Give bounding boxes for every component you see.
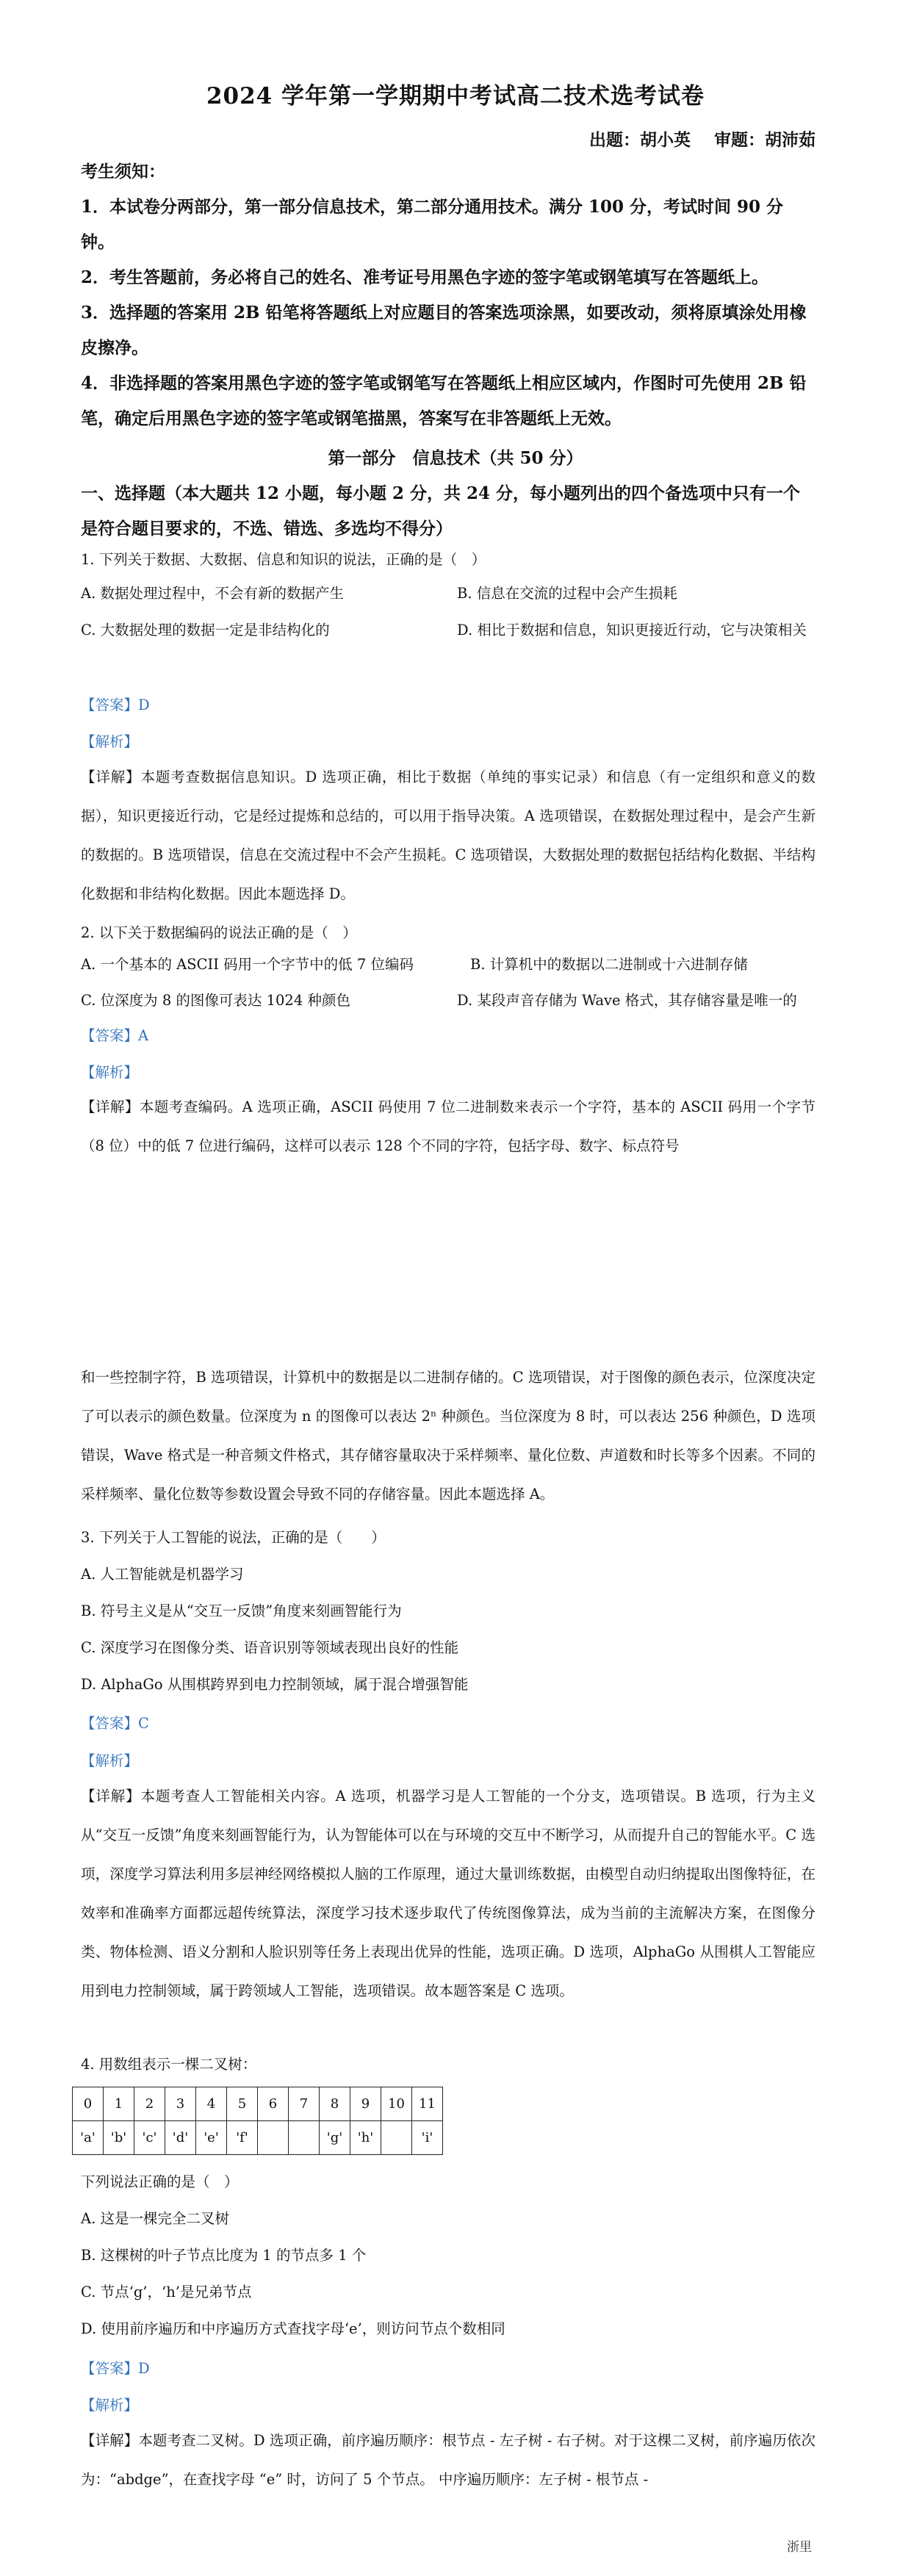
binary-tree-array-table — [72, 2087, 443, 2155]
q1-answer-value: D — [138, 697, 150, 713]
part1-heading: 第一部分 信息技术（共 50 分） — [328, 448, 583, 468]
q2-option-b: B. 计算机中的数据以二进制或十六进制存储 — [470, 956, 748, 973]
q1-analysis-label: 【解析】 — [81, 733, 139, 750]
array-index-cell: 0 — [73, 2087, 104, 2121]
answer-label: 【答案】 — [81, 697, 139, 713]
q4-answer — [81, 2357, 815, 2378]
q4-analysis-label: 【解析】 — [81, 2397, 139, 2414]
notice-heading: 考生须知： — [81, 162, 165, 181]
array-index-cell: 5 — [227, 2087, 258, 2121]
q1-option-a: A. 数据处理过程中，不会有新的数据产生 — [81, 585, 344, 602]
q2-answer-value: A — [138, 1027, 149, 1044]
array-value-row — [73, 2121, 443, 2155]
q2-detail-b: 和一些控制字符，B 选项错误，计算机中的数据是以二进制存储的。C 选项错误，对于图像的颜色表示，位深度决定了可以表示的颜色数量。位深度为 n 的图像可以表达 2ⁿ 种颜色。当位深度为 8 时，可以表达 256 种颜色，D 选项错误，Wave 格式是一种音频文件格式，其存储容量取决于采样频率、量化位数、声道数和时长等多个因素。不同的采样频率、量化位数等参数设置会导致不同的存储容量。因此本题选择 A。 — [81, 1369, 815, 1503]
notice-rule-1: 1．本试卷分两部分，第一部分信息技术，第二部分通用技术。满分 100 分，考试时间 90 分钟。 — [81, 197, 784, 252]
q3-stem: 3. 下列关于人工智能的说法，正确的是（ ） — [81, 1529, 386, 1546]
array-index-cell: 8 — [320, 2087, 350, 2121]
page-footer: 浙里 — [787, 2540, 812, 2555]
q1-stem: 1. 下列关于数据、大数据、信息和知识的说法，正确的是（ ） — [81, 551, 486, 568]
q1-option-d: D. 相比于数据和信息，知识更接近行动，它与决策相关 — [457, 622, 807, 638]
q1-answer — [81, 694, 815, 714]
q2-detail-a: 【详解】本题考查编码。A 选项正确，ASCII 码使用 7 位二进制数来表示一个字符，基本的 ASCII 码用一个字节（8 位）中的低 7 位进行编码，这样可以表示 128 个不同的字符，包括字母、数字、标点符号 — [81, 1098, 815, 1154]
q4-option-b: B. 这棵树的叶子节点比度为 1 的节点多 1 个 — [81, 2247, 367, 2264]
q3-option-d: D. AlphaGo 从围棋跨界到电力控制领域，属于混合增强智能 — [81, 1676, 469, 1693]
notice-rule-2: 2．考生答题前，务必将自己的姓名、准考证号用黑色字迹的签字笔或钢笔填写在答题纸上。 — [81, 267, 769, 287]
array-value-cell: 'f' — [227, 2121, 258, 2155]
exam-title: 2024 学年第一学期期中考试高二技术选考试卷 — [206, 83, 705, 109]
array-value-cell — [381, 2121, 412, 2155]
q2-option-c: C. 位深度为 8 的图像可表达 1024 种颜色 — [81, 992, 350, 1009]
q2-option-d: D. 某段声音存储为 Wave 格式，其存储容量是唯一的 — [457, 992, 797, 1009]
q2-answer — [81, 1024, 815, 1045]
array-value-cell — [258, 2121, 289, 2155]
q1-options-row2 — [81, 619, 815, 639]
array-index-cell: 1 — [104, 2087, 134, 2121]
array-value-cell: 'i' — [412, 2121, 443, 2155]
array-value-cell: 'b' — [104, 2121, 134, 2155]
q3-analysis-label: 【解析】 — [81, 1752, 139, 1769]
array-value-cell: 'g' — [320, 2121, 350, 2155]
q3-answer — [81, 1712, 815, 1733]
array-index-cell: 9 — [350, 2087, 381, 2121]
notice-rule-3: 3．选择题的答案用 2B 铅笔将答题纸上对应题目的答案选项涂黑，如要改动，须将原填涂处用橡皮擦净。 — [81, 303, 807, 358]
q2-stem: 2. 以下关于数据编码的说法正确的是（ ） — [81, 924, 357, 941]
array-index-cell: 7 — [289, 2087, 320, 2121]
q3-option-c: C. 深度学习在图像分类、语音识别等领域表现出良好的性能 — [81, 1639, 459, 1656]
q1-options-row1 — [81, 582, 815, 602]
q3-option-b: B. 符号主义是从“交互一反馈”角度来刻画智能行为 — [81, 1602, 402, 1619]
q1-detail: 【详解】本题考查数据信息知识。D 选项正确，相比于数据（单纯的事实记录）和信息（有一定组织和意义的数据），知识更接近行动，它是经过提炼和总结的，可以用于指导决策。A 选项错误，在数据处理过程中，是会产生新的数据的。B 选项错误，信息在交流过程中不会产生损耗。C 选项错误，大数据处理的数据包括结构化数据、半结构化数据和非结构化数据。因此本题选择 D。 — [81, 769, 815, 902]
array-index-cell: 2 — [134, 2087, 165, 2121]
answer-label: 【答案】 — [81, 1715, 139, 1732]
array-value-cell: 'd' — [165, 2121, 196, 2155]
q1-option-c: C. 大数据处理的数据一定是非结构化的 — [81, 622, 330, 638]
q2-options-row1 — [81, 953, 815, 974]
q4-answer-value: D — [138, 2360, 150, 2377]
q3-detail: 【详解】本题考查人工智能相关内容。A 选项，机器学习是人工智能的一个分支，选项错误。B 选项，行为主义从“交互一反馈”角度来刻画智能行为，认为智能体可以在与环境的交互中不断学习，从而提升自己的智能水平。C 选项，深度学习算法利用多层神经网络模拟人脑的工作原理，通过大量训练数据，由模型自动归纳提取出图像特征，在效率和准确率方面都远超传统算法，深度学习技术逐步取代了传统图像算法，成为当前的主流解决方案，在图像分类、物体检测、语义分割和人脸识别等任务上表现出优异的性能，选项正确。D 选项，AlphaGo 从围棋人工智能应用到电力控制领域，属于跨领域人工智能，选项错误。故本题答案是 C 选项。 — [81, 1788, 815, 1999]
array-index-cell: 6 — [258, 2087, 289, 2121]
array-value-cell — [289, 2121, 320, 2155]
array-value-cell: 'h' — [350, 2121, 381, 2155]
array-value-cell: 'a' — [73, 2121, 104, 2155]
q4-stem: 4. 用数组表示一棵二叉树： — [81, 2056, 257, 2073]
answer-label: 【答案】 — [81, 1027, 139, 1044]
array-value-cell: 'c' — [134, 2121, 165, 2155]
q2-option-a: A. 一个基本的 ASCII 码用一个字节中的低 7 位编码 — [81, 956, 414, 973]
q3-answer-value: C — [138, 1715, 149, 1732]
array-index-row — [73, 2087, 443, 2121]
q3-option-a: A. 人工智能就是机器学习 — [81, 1566, 244, 1583]
array-index-cell: 3 — [165, 2087, 196, 2121]
section1-heading: 一、选择题（本大题共 12 小题，每小题 2 分，共 24 分，每小题列出的四个备选项中只有一个是符合题目要求的，不选、错选、多选均不得分） — [81, 483, 801, 539]
array-index-cell: 10 — [381, 2087, 412, 2121]
q4-option-d: D. 使用前序遍历和中序遍历方式查找字母‘e’，则访问节点个数相同 — [81, 2320, 505, 2337]
q2-analysis-label: 【解析】 — [81, 1064, 139, 1081]
array-index-cell: 4 — [196, 2087, 227, 2121]
answer-label: 【答案】 — [81, 2360, 139, 2377]
q4-option-c: C. 节点‘g’，‘h’是兄弟节点 — [81, 2284, 252, 2300]
notice-rule-4: 4．非选择题的答案用黑色字迹的签字笔或钢笔写在答题纸上相应区域内，作图时可先使用 2B 铅笔，确定后用黑色字迹的签字笔或钢笔描黑，答案写在非答题纸上无效。 — [81, 373, 807, 428]
q1-option-b: B. 信息在交流的过程中会产生损耗 — [457, 585, 677, 602]
q4-option-a: A. 这是一棵完全二叉树 — [81, 2210, 229, 2227]
q4-prompt: 下列说法正确的是（ ） — [81, 2173, 239, 2190]
q4-detail: 【详解】本题考查二叉树。D 选项正确，前序遍历顺序：根节点 - 左子树 - 右子树。对于这棵二叉树，前序遍历依次为：“abdge”，在查找字母 “e” 时，访问了 5 个节点。 中序遍历顺序：左子树 - 根节点 - — [81, 2432, 815, 2488]
array-value-cell: 'e' — [196, 2121, 227, 2155]
array-index-cell: 11 — [412, 2087, 443, 2121]
q2-options-row2 — [81, 989, 815, 1010]
authors-line: 出题：胡小英 审题：胡沛茹 — [588, 130, 815, 150]
